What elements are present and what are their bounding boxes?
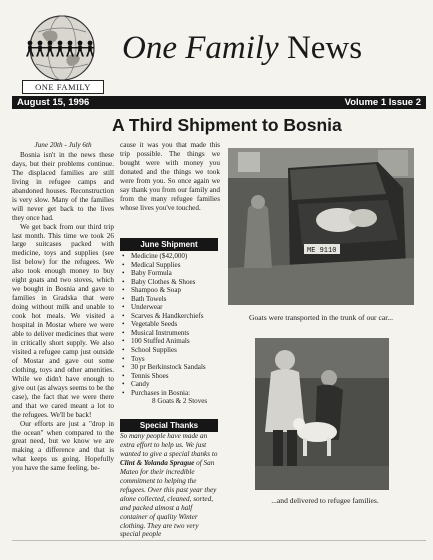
- shipment-heading: June Shipment: [120, 238, 218, 251]
- article-dates: June 20th - July 6th: [34, 141, 92, 149]
- svg-text:ME 9110: ME 9110: [307, 247, 337, 255]
- list-item: • Medical Supplies: [122, 261, 222, 270]
- issue-number: Volume 1 Issue 2: [344, 97, 421, 108]
- thanks-text-intro: So many people have made an extra effort to help us. We just wanted to give a special thanks to: [120, 432, 218, 458]
- thanks-heading: Special Thanks: [120, 419, 218, 432]
- list-item: • Tennis Shoes: [122, 372, 222, 381]
- list-item: • Medicine ($42,000): [122, 252, 222, 261]
- list-item: • Purchases in Bosnia:: [122, 389, 222, 398]
- masthead-title-news: News: [286, 30, 363, 66]
- goat-delivery-photo-icon: [255, 338, 389, 490]
- article-paragraph: Bosnia isn't in the news these days, but their problems continue. The displaced families are still living in refugee camps and abandoned houses. Reconstruction is very slow. Many of the families will never get back to the lives they once had.: [12, 150, 114, 222]
- list-item: • Bath Towels: [122, 295, 222, 304]
- photo-goat-delivery: [255, 338, 389, 490]
- one-family-logo: [16, 12, 108, 94]
- list-item: • 100 Stuffed Animals: [122, 337, 222, 346]
- photo-caption: ...and delivered to refugee families.: [271, 496, 379, 505]
- dateline-bar: [12, 96, 426, 109]
- thanks-text-rest: of San Mateo for their incredible commitment to helping the refugees. Over this past year they alone collected, cleaned, sorted, and packed almost a half container of quality Winter clothing. They are two very special people: [120, 458, 217, 539]
- bottom-divider: [12, 540, 426, 541]
- list-item: • Vegetable Seeds: [122, 320, 222, 329]
- photo-caption: Goats were transported in the trunk of our car...: [248, 313, 394, 322]
- masthead-title: [122, 30, 422, 66]
- photo-car-trunk-goats: [228, 148, 414, 305]
- thanks-names: Clint & Yolanda Sprague: [120, 458, 195, 467]
- car-trunk-photo-icon: [228, 148, 414, 305]
- list-item: • Candy: [122, 380, 222, 389]
- masthead-title-italic: One Family: [122, 30, 279, 66]
- list-item: • Toys: [122, 355, 222, 364]
- list-item: • Shampoo & Soap: [122, 286, 222, 295]
- list-item: • Musical Instruments: [122, 329, 222, 338]
- article-paragraph: We get back from our third trip last month. This time we took 26 large suitcases packed with medicine, toys and supplies (see list below) for the refugees. We also took enough money to buy eight goats and two stoves, which we bought in Bosnia and gave to families in Gradska that were doing without milk and unable to cook hot meals. We visited a hospital in Mostar where we were able to deliver medicines that were in critically short supply. We also visited a refugee camp just outside of Mostar and gave out some clothing, toys and other amenities. While we didn't have enough to give out (as always seems to be the case), the fact that we were there and that we cared meant a lot to the refugees. We'll be back!: [12, 222, 114, 419]
- article-paragraph: cause it was you that made this trip possible. The things we bought were with money you donated and the things we took were from you. So once again we say thank you from our family and from the many refugee families whose lives you've touched.: [120, 141, 220, 212]
- article-column-2: [120, 141, 220, 213]
- thanks-text: [120, 432, 220, 539]
- list-item: • Baby Formula: [122, 269, 222, 278]
- shipment-list: [122, 252, 222, 406]
- list-item: • Scarves & Handkerchiefs: [122, 312, 222, 321]
- list-item: • Baby Clothes & Shoes: [122, 278, 222, 287]
- list-sub-item: 8 Goats & 2 Stoves: [152, 397, 208, 406]
- article-headline: A Third Shipment to Bosnia: [112, 115, 342, 135]
- list-item: • 30 pr Berkinstock Sandals: [122, 363, 222, 372]
- issue-date: August 15, 1996: [17, 97, 90, 108]
- logo-label: ONE FAMILY: [22, 80, 104, 94]
- list-item: • Underwear: [122, 303, 222, 312]
- list-item: • School Supplies: [122, 346, 222, 355]
- article-column-1: [12, 141, 114, 473]
- article-paragraph: Our efforts are just a "drop in the ocean" when compared to the great need, but we know we are making a difference and that is what keeps us going. Hopefully you have the same feeling, be-: [12, 419, 114, 473]
